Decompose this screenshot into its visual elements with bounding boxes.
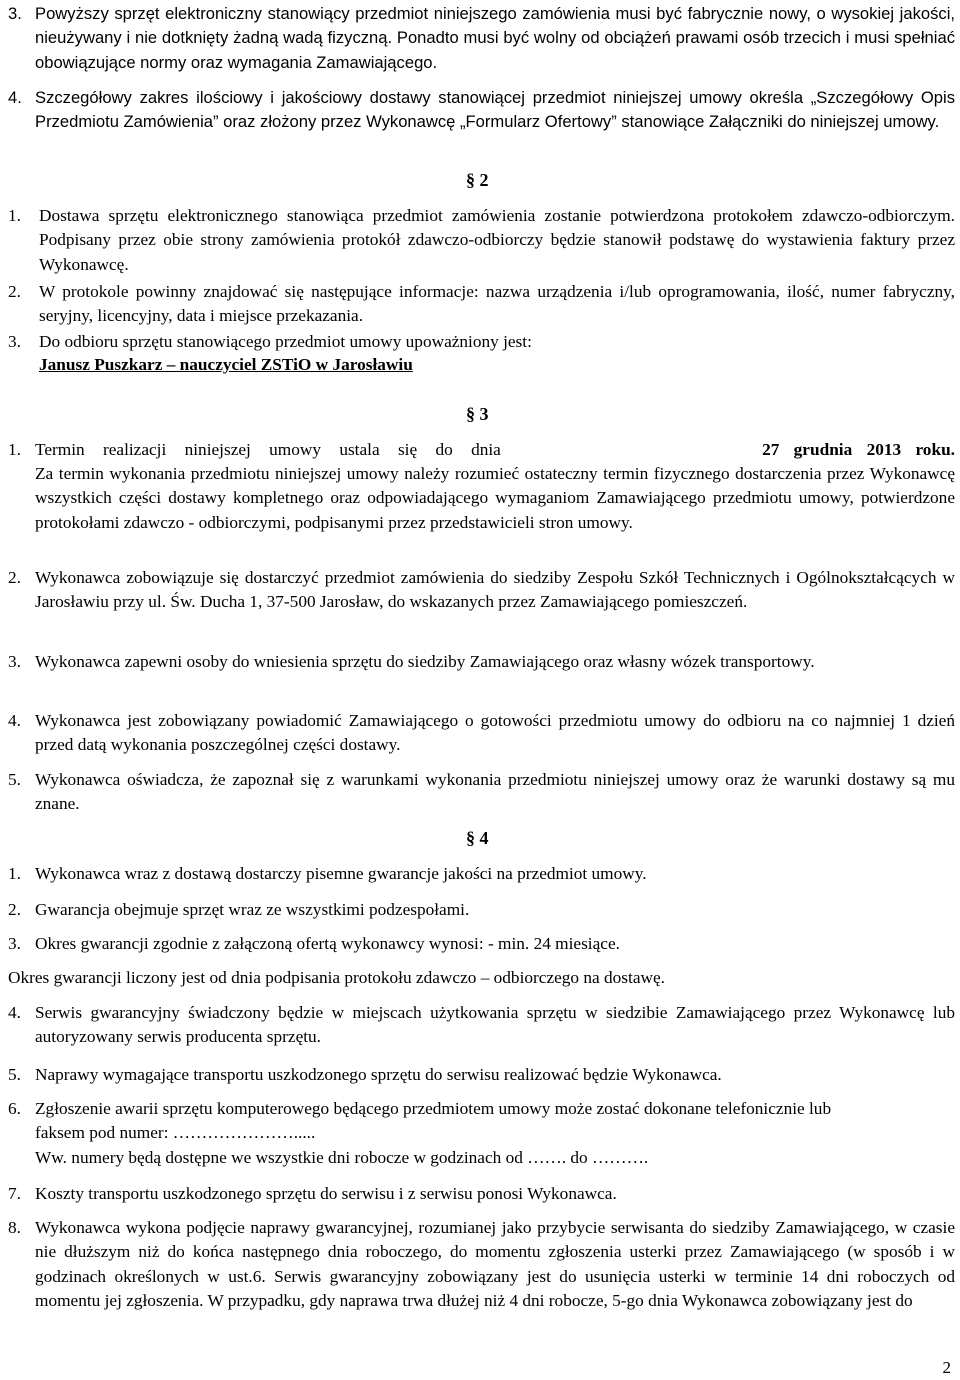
- list-number: 2.: [8, 568, 21, 587]
- list-number: 4.: [8, 1003, 21, 1022]
- paragraph-text: Wykonawca zapewni osoby do wniesienia sprzętu do siedziby Zamawiającego oraz własny wózek transportowy.: [35, 652, 815, 671]
- paragraph-text: Okres gwarancji zgodnie z załączoną ofertą wykonawcy wynosi: - min. 24 miesiące.: [35, 934, 620, 953]
- list-number: 8.: [8, 1218, 21, 1237]
- list-number: 3.: [8, 4, 22, 23]
- paragraph-text: Naprawy wymagające transportu uszkodzonego sprzętu do serwisu realizować będzie Wykonawca.: [35, 1065, 722, 1084]
- deadline-date: 27 grudnia 2013 roku.: [762, 440, 955, 459]
- paragraph-text: Wykonawca jest zobowiązany powiadomić Zamawiającego o gotowości przedmiotu umowy do odbioru na co najmniej 1 dzień przed datą wykonania poszczególnej części dostawy.: [35, 711, 955, 755]
- paragraph-text: Szczegółowy zakres ilościowy i jakościowy dostawy stanowiącej przedmiot niniejszej umowy określa „Szczegółowy Opis Przedmiotu Zamówienia” oraz złożony przez Wykonawcę „Formularz Ofertowy” stanowiące Załączniki do niniejszej umowy.: [35, 88, 955, 132]
- section-heading-4: § 4: [466, 828, 489, 848]
- paragraph-text: Ww. numery będą dostępne we wszystkie dni robocze w godzinach od ……. do ……….: [35, 1148, 649, 1167]
- warranty-period-note: Okres gwarancji liczony jest od dnia podpisania protokołu zdawczo – odbiorczego na dostawę.: [8, 968, 665, 987]
- list-number: 5.: [8, 1065, 21, 1084]
- paragraph-text: Koszty transportu uszkodzonego sprzętu do serwisu i z serwisu ponosi Wykonawca.: [35, 1184, 617, 1203]
- section-heading-2: § 2: [466, 170, 489, 190]
- list-number: 1.: [8, 440, 21, 459]
- list-number: 3.: [8, 652, 21, 671]
- list-number: 2.: [8, 900, 21, 919]
- list-number: 3.: [8, 332, 21, 351]
- list-number: 3.: [8, 934, 21, 953]
- paragraph-text: Wykonawca wraz z dostawą dostarczy pisemne gwarancje jakości na przedmiot umowy.: [35, 864, 647, 883]
- paragraph-text: Gwarancja obejmuje sprzęt wraz ze wszystkimi podzespołami.: [35, 900, 470, 919]
- authorized-person: Janusz Puszkarz – nauczyciel ZSTiO w Jarosławiu: [39, 355, 413, 374]
- paragraph-text: Serwis gwarancyjny świadczony będzie w miejscach użytkowania sprzętu w siedzibie Zamawiającego przez Wykonawcę lub autoryzowany serwis producenta sprzętu.: [35, 1003, 955, 1047]
- paragraph-text: Do odbioru sprzętu stanowiącego przedmiot umowy upoważniony jest:: [39, 332, 532, 351]
- list-number: 4.: [8, 88, 22, 107]
- paragraph-text: Powyższy sprzęt elektroniczny stanowiący przedmiot niniejszego zamówienia musi być fabrycznie nowy, o wysokiej jakości, nieużywany i nie dotknięty żadną wadą fizyczną. Ponadto musi być wolny od obciążeń prawami osób trzecich i musi spełniać obowiązujące normy oraz wymagania Zamawiającego.: [35, 4, 955, 72]
- list-number: 6.: [8, 1099, 21, 1118]
- paragraph-text: Dostawa sprzętu elektronicznego stanowiąca przedmiot zamówienia zostanie potwierdzona protokołem zdawczo-odbiorczym. Podpisany przez obie strony zamówienia protokół zdawczo-odbiorczy będzie stanowił podstawę do wystawienia faktury przez Wykonawcę.: [39, 206, 955, 274]
- paragraph-text: Wykonawca oświadcza, że zapoznał się z warunkami wykonania przedmiotu niniejszej umowy oraz że warunki dostawy są mu znane.: [35, 770, 955, 814]
- list-number: 5.: [8, 770, 21, 789]
- paragraph-text: Zgłoszenie awarii sprzętu komputerowego będącego przedmiotem umowy może zostać dokonane telefonicznie lub faksem pod numer: ………………….....: [35, 1099, 832, 1143]
- list-number: 1.: [8, 864, 21, 883]
- list-number: 7.: [8, 1184, 21, 1203]
- page-number: 2: [942, 1358, 951, 1377]
- paragraph-text: W protokole powinny znajdować się następujące informacje: nazwa urządzenia i/lub oprogramowania, ilość, numer fabryczny, seryjny, licencyjny, data i miejsce przekazania.: [39, 282, 955, 326]
- section-heading-3: § 3: [466, 404, 489, 424]
- paragraph-text: Wykonawca wykona podjęcie naprawy gwarancyjnej, rozumianej jako przybycie serwisanta do siedziby Zamawiającego, w czasie nie dłuższym niż do końca następnego dnia roboczego, do momentu zgłoszenia usterki przez Zamawiającego (w sposób i w godzinach określonych w ust.6. Serwis gwarancyjny zobowiązany jest do usunięcia usterki w terminie 14 dni roboczych od momentu jej zgłoszenia. W przypadku, gdy naprawa trwa dłużej niż 4 dni robocze, 5-go dnia Wykonawca zobowiązany jest do: [35, 1218, 955, 1311]
- paragraph-text: Wykonawca zobowiązuje się dostarczyć przedmiot zamówienia do siedziby Zespołu Szkół Technicznych i Ogólnokształcących w Jarosławiu przy ul. Św. Ducha 1, 37-500 Jarosław, do wskazanych przez Zamawiającego pomieszczeń.: [35, 568, 955, 612]
- paragraph-text: Za termin wykonania przedmiotu niniejszej umowy należy rozumieć ostateczny termin fizycznego dostarczenia przez Wykonawcę wszystkich części dostawy kompletnego oraz odpowiadającego wymaganiom Zamawiającego przedmiotu umowy, potwierdzone protokołami zdawczo - odbiorczymi, podpisanymi przez przedstawicieli stron umowy.: [35, 464, 955, 532]
- list-number: 1.: [8, 206, 21, 225]
- list-number: 2.: [8, 282, 21, 301]
- list-number: 4.: [8, 711, 21, 730]
- deadline-text: Termin realizacji niniejszej umowy ustala się do dnia: [35, 440, 501, 459]
- deadline-line: [35, 438, 955, 462]
